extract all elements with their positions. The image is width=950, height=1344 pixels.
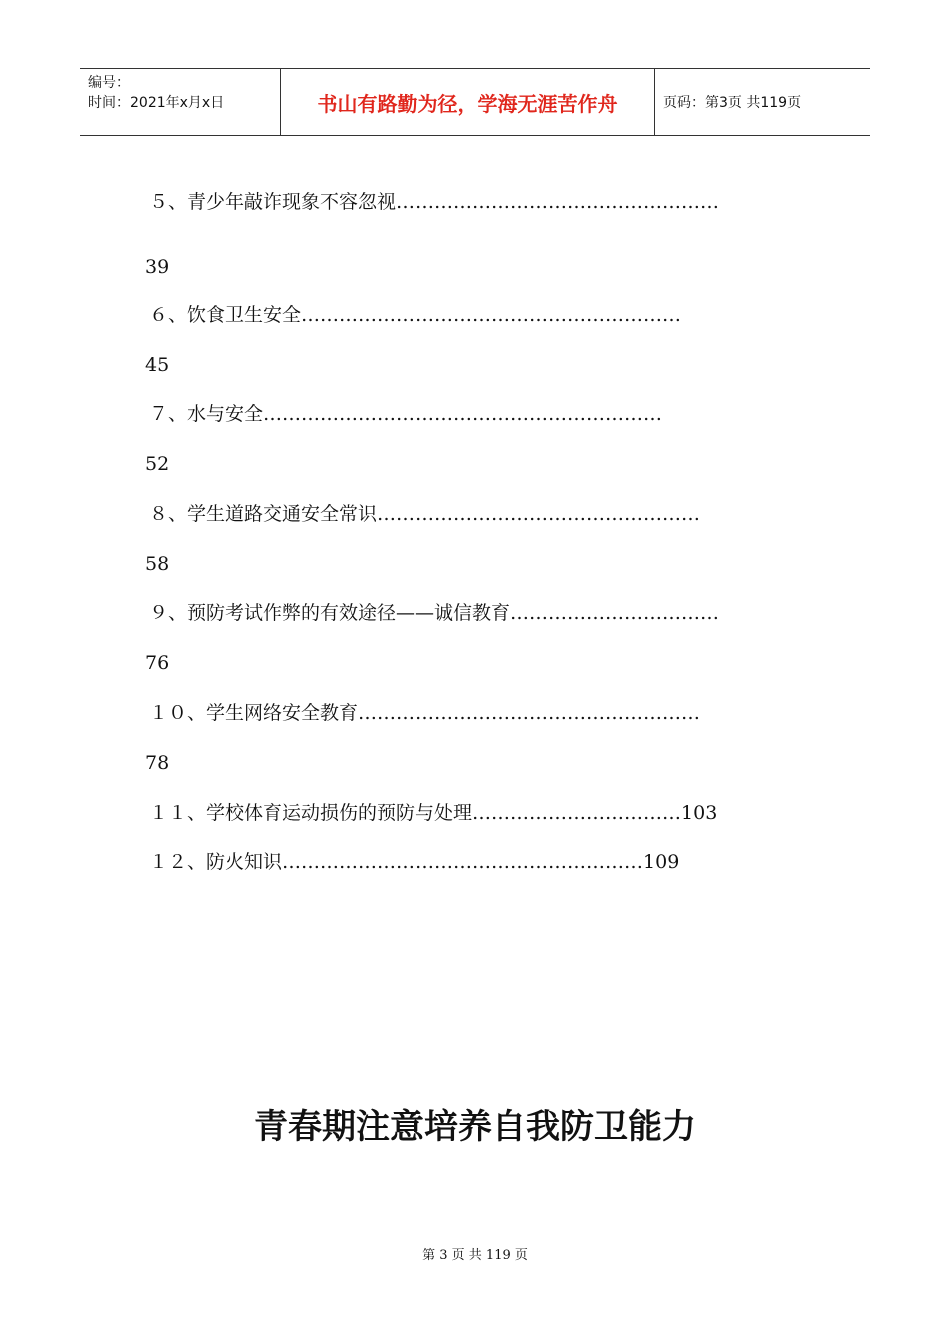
toc-entry-page: 58 bbox=[145, 553, 170, 575]
toc-entry-leader: …………………………………………………109 bbox=[282, 851, 680, 873]
header-meta bbox=[80, 69, 281, 135]
toc-entry[interactable] bbox=[145, 849, 805, 875]
toc-entry-leader: …………………………………………………… bbox=[301, 304, 682, 326]
toc-entry-page: 76 bbox=[145, 652, 170, 674]
toc-entry[interactable] bbox=[145, 600, 805, 626]
toc-entry-page: 45 bbox=[145, 354, 170, 376]
toc-entry-label: ８、学生道路交通安全常识 bbox=[149, 503, 378, 525]
toc-entry-leader: …………………………… bbox=[510, 602, 720, 624]
toc-entry[interactable] bbox=[145, 501, 805, 527]
toc-entry-label: １２、防火知识 bbox=[149, 851, 283, 873]
section-title: 青春期注意培养自我防卫能力 bbox=[254, 1107, 696, 1147]
toc-entry-leader: …………………………………………… bbox=[396, 191, 720, 213]
toc-entry-leader: ……………………………103 bbox=[472, 802, 718, 824]
toc-entry-leader: ……………………………………………… bbox=[358, 702, 701, 724]
header-motto: 书山有路勤为径，学海无涯苦作舟 bbox=[281, 69, 655, 135]
toc-entry-label: １０、学生网络安全教育 bbox=[149, 702, 359, 724]
toc-entry[interactable] bbox=[145, 401, 805, 427]
toc-entry-page: 52 bbox=[145, 453, 170, 475]
toc-entry[interactable] bbox=[145, 302, 805, 328]
document-number-label: 编号： bbox=[88, 75, 130, 91]
document-time-label: 时间：2021年x月x日 bbox=[88, 95, 225, 111]
toc-entry-page: 39 bbox=[145, 256, 170, 278]
toc-entry-leader: ……………………………………………………… bbox=[263, 403, 663, 425]
toc-entry[interactable] bbox=[145, 189, 805, 215]
header-page-info: 页码：第3页 共119页 bbox=[663, 95, 802, 111]
toc-entry-leader: …………………………………………… bbox=[377, 503, 701, 525]
toc-entry-label: １１、学校体育运动损伤的预防与处理 bbox=[149, 802, 473, 824]
toc-entry-label: ９、预防考试作弊的有效途径——诚信教育 bbox=[149, 602, 511, 624]
toc-entry-page: 78 bbox=[145, 752, 170, 774]
toc-entry-label: ５、青少年敲诈现象不容忽视 bbox=[149, 191, 397, 213]
toc-entry-label: ７、水与安全 bbox=[149, 403, 264, 425]
toc-entry[interactable] bbox=[145, 700, 805, 726]
page-header bbox=[80, 68, 870, 136]
page-footer: 第 3 页 共 119 页 bbox=[422, 1248, 528, 1263]
toc-entry-label: ６、饮食卫生安全 bbox=[149, 304, 302, 326]
toc-entry[interactable] bbox=[145, 800, 805, 826]
